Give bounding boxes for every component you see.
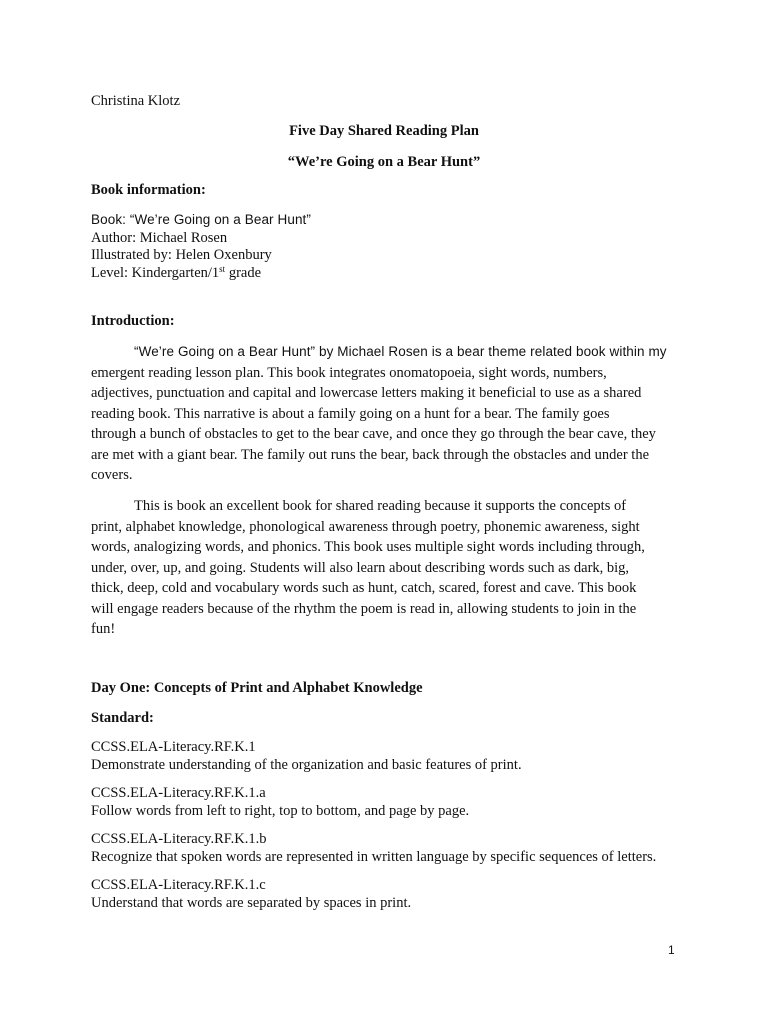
document-subtitle: “We’re Going on a Bear Hunt” <box>287 154 481 170</box>
introduction-paragraph-2 <box>91 496 681 640</box>
standard-text: Understand that words are separated by spaces in print. <box>91 895 412 911</box>
paragraph-line: reading book. This narrative is about a family going on a hunt for a bear. The family goes <box>91 405 610 422</box>
paragraph-line: under, over, up, and going. Students will also learn about describing words such as dark, big, <box>91 559 630 576</box>
standard-code: CCSS.ELA-Literacy.RF.K.1.a <box>91 785 266 801</box>
book-title-line: Book: “We’re Going on a Bear Hunt” <box>91 212 312 227</box>
paragraph-line: This is book an excellent book for shared reading because it supports the concepts of <box>134 498 627 514</box>
document-title: Five Day Shared Reading Plan <box>289 123 479 139</box>
paragraph-line: print, alphabet knowledge, phonological awareness through poetry, phonemic awareness, sight <box>91 518 640 535</box>
page-number: 1 <box>668 943 675 957</box>
standard-code: CCSS.ELA-Literacy.RF.K.1.b <box>91 831 267 847</box>
standard-code: CCSS.ELA-Literacy.RF.K.1 <box>91 739 256 755</box>
paragraph-line: words, analogizing words, and phonics. This book uses multiple sight words including through, <box>91 539 645 555</box>
standard-text: Follow words from left to right, top to bottom, and page by page. <box>91 803 470 819</box>
book-author-line: Author: Michael Rosen <box>91 230 228 246</box>
introduction-paragraph-1 <box>91 342 681 486</box>
level-suffix: grade <box>225 265 262 281</box>
level-superscript: st <box>219 264 226 274</box>
book-info-heading: Book information: <box>91 182 206 198</box>
paragraph-line: covers. <box>91 467 133 483</box>
paragraph-line: fun! <box>91 621 116 637</box>
author-line: Christina Klotz <box>91 93 181 109</box>
paragraph-line: are met with a giant bear. The family out runs the bear, back through the obstacles and under the <box>91 446 650 463</box>
paragraph-line: emergent reading lesson plan. This book integrates onomatopoeia, sight words, numbers, <box>91 364 607 381</box>
day-one-heading: Day One: Concepts of Print and Alphabet Knowledge <box>91 680 423 696</box>
paragraph-line: through a bunch of obstacles to get to the bear cave, and once they go through the bear cave, they <box>91 426 656 442</box>
paragraph-line: thick, deep, cold and vocabulary words such as hunt, catch, scared, forest and cave. This book <box>91 580 637 596</box>
standard-text: Demonstrate understanding of the organization and basic features of print. <box>91 757 522 773</box>
standard-heading: Standard: <box>91 710 154 726</box>
book-level-line <box>91 265 261 282</box>
level-prefix: Level: Kindergarten/1 <box>91 265 220 281</box>
book-illustrator-line: Illustrated by: Helen Oxenbury <box>91 247 272 263</box>
paragraph-line: adjectives, punctuation and capital and lowercase letters making it beneficial to use as a shared <box>91 385 642 401</box>
paragraph-line: “We’re Going on a Bear Hunt” by Michael Rosen is a bear theme related book within my <box>134 344 667 359</box>
standard-code: CCSS.ELA-Literacy.RF.K.1.c <box>91 877 266 893</box>
paragraph-line: will engage readers because of the rhythm the poem is read in, allowing students to join in the <box>91 600 637 617</box>
standard-text: Recognize that spoken words are represented in written language by specific sequences of letters. <box>91 849 657 865</box>
introduction-heading: Introduction: <box>91 313 175 329</box>
